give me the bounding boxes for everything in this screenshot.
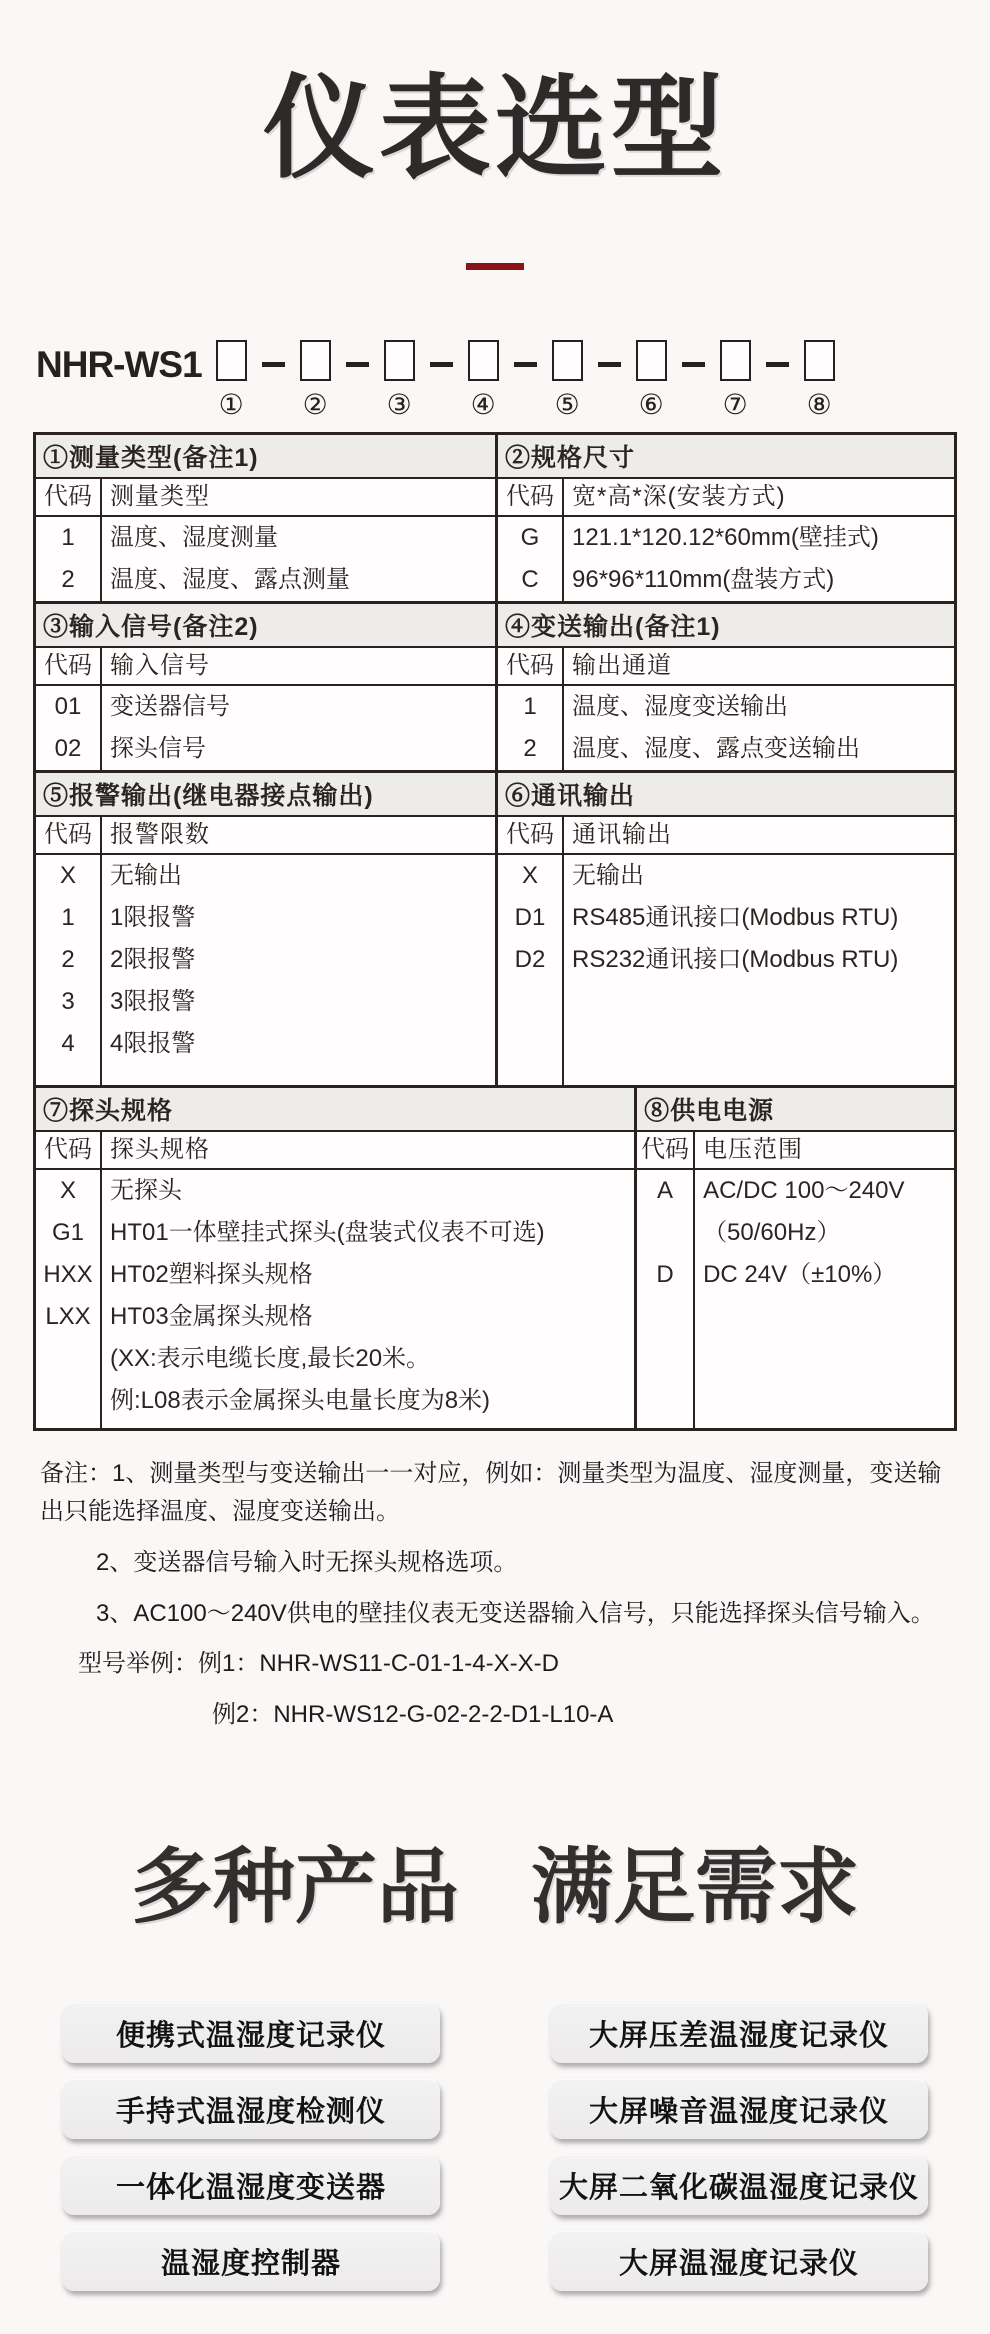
model-code-box	[636, 340, 667, 381]
product-button[interactable]: 温湿度控制器	[62, 2231, 440, 2291]
model-slot	[300, 340, 331, 420]
position-marker: ④	[470, 388, 496, 420]
section-input-signal	[36, 604, 495, 770]
model-slot	[804, 340, 835, 420]
column-header: 电压范围	[703, 1135, 804, 1163]
products-heading-left: 多种产品	[130, 1842, 459, 1934]
model-dash	[262, 362, 285, 367]
desc-column: 温度、湿度测量 温度、湿度、露点测量	[110, 523, 350, 593]
code-header: 代码	[36, 1132, 102, 1168]
model-slot	[468, 340, 499, 420]
code-column: X G1 HXX LXX	[36, 1170, 102, 1428]
model-dash	[682, 362, 705, 367]
section-title: ①测量类型(备注1)	[36, 435, 495, 479]
model-code-box	[468, 340, 499, 381]
model-code-box	[216, 340, 247, 381]
section-title: ④变送输出(备注1)	[498, 604, 954, 648]
model-dash	[346, 362, 369, 367]
code-column: 1 2	[36, 517, 102, 601]
notes-block	[34, 1455, 956, 1734]
model-example-2: 例2：NHR-WS12-G-02-2-2-D1-L10-A	[212, 1701, 614, 1729]
title-underline-dash	[466, 263, 524, 270]
products-heading	[0, 1822, 990, 1939]
model-slot	[216, 340, 247, 420]
product-button[interactable]: 大屏噪音温湿度记录仪	[550, 2079, 928, 2139]
code-column: X 1 2 3 4	[36, 855, 102, 1085]
product-grid	[62, 2003, 928, 2291]
table-row-sections-3-4	[36, 604, 954, 773]
section-size-spec	[495, 435, 954, 601]
position-marker: ②	[302, 388, 328, 420]
code-header: 代码	[498, 479, 564, 515]
code-header: 代码	[36, 648, 102, 684]
product-button[interactable]: 一体化温湿度变送器	[62, 2155, 440, 2215]
desc-column: 121.1*120.12*60mm(壁挂式) 96*96*110mm(盘装方式)	[572, 523, 879, 593]
column-header: 探头规格	[110, 1135, 210, 1163]
position-marker: ⑤	[554, 388, 580, 420]
desc-column: 变送器信号 探头信号	[110, 692, 230, 762]
note-3: 3、AC100～240V供电的壁挂仪表无变送器输入信号，只能选择探头信号输入。	[96, 1599, 935, 1627]
column-header: 输入信号	[110, 651, 210, 679]
model-code-box	[300, 340, 331, 381]
product-button[interactable]: 便携式温湿度记录仪	[62, 2003, 440, 2063]
product-button[interactable]: 大屏二氧化碳温湿度记录仪	[550, 2155, 928, 2215]
section-measure-type	[36, 435, 495, 601]
table-row-sections-7-8	[36, 1088, 954, 1428]
model-example-1: 型号举例：例1：NHR-WS11-C-01-1-4-X-X-D	[78, 1650, 559, 1678]
spec-table	[33, 432, 957, 1431]
model-dash	[766, 362, 789, 367]
model-dash	[514, 362, 537, 367]
position-marker: ⑧	[806, 388, 832, 420]
product-button[interactable]: 大屏温湿度记录仪	[550, 2231, 928, 2291]
section-alarm-output	[36, 773, 495, 1085]
code-header: 代码	[498, 648, 564, 684]
desc-column: 无输出 RS485通讯接口(Modbus RTU) RS232通讯接口(Modbus RTU)	[572, 861, 899, 973]
model-code-box	[804, 340, 835, 381]
section-title: ②规格尺寸	[498, 435, 954, 479]
column-header: 测量类型	[110, 482, 210, 510]
model-code-box	[384, 340, 415, 381]
column-header: 输出通道	[572, 651, 672, 679]
section-transmit-output	[495, 604, 954, 770]
column-header: 报警限数	[110, 820, 210, 848]
section-title: ⑧供电电源	[637, 1088, 954, 1132]
code-header: 代码	[36, 479, 102, 515]
code-header: 代码	[498, 817, 564, 853]
section-probe-spec	[36, 1088, 634, 1428]
note-1: 备注：1、测量类型与变送输出一一对应，例如：测量类型为温度、湿度测量，变送输出只能选择温度、湿度变送输出。	[40, 1459, 942, 1525]
desc-column: 无探头 HT01一体壁挂式探头(盘装式仪表不可选) HT02塑料探头规格 HT03金属探头规格 (XX:表示电缆长度,最长20米。 例:L08表示金属探头电量长度为8米)	[110, 1176, 545, 1414]
code-column: 1 2	[498, 686, 564, 770]
section-title: ⑤报警输出(继电器接点输出)	[36, 773, 495, 817]
code-column: X D1 D2	[498, 855, 564, 1085]
code-column: G C	[498, 517, 564, 601]
code-column: 01 02	[36, 686, 102, 770]
page-title: 仪表选型	[263, 66, 727, 191]
section-title: ⑥通讯输出	[498, 773, 954, 817]
model-dash	[598, 362, 621, 367]
position-marker: ①	[218, 388, 244, 420]
model-number-row	[0, 340, 990, 420]
product-button[interactable]: 手持式温湿度检测仪	[62, 2079, 440, 2139]
model-code-box	[552, 340, 583, 381]
desc-column: 无输出 1限报警 2限报警 3限报警 4限报警	[110, 861, 196, 1057]
column-header: 通讯输出	[572, 820, 672, 848]
section-title: ⑦探头规格	[36, 1088, 634, 1132]
code-header: 代码	[36, 817, 102, 853]
position-marker: ⑥	[638, 388, 664, 420]
code-column: A D	[637, 1170, 695, 1428]
model-code-box	[720, 340, 751, 381]
model-slot	[552, 340, 583, 420]
section-power-supply	[634, 1088, 954, 1428]
code-header: 代码	[637, 1132, 695, 1168]
desc-column: AC/DC 100～240V （50/60Hz） DC 24V（±10%）	[703, 1176, 905, 1288]
desc-column: 温度、湿度变送输出 温度、湿度、露点变送输出	[572, 692, 860, 762]
table-row-sections-1-2	[36, 435, 954, 604]
model-prefix: NHR-WS1	[36, 343, 202, 385]
model-dash	[430, 362, 453, 367]
product-button[interactable]: 大屏压差温湿度记录仪	[550, 2003, 928, 2063]
section-comm-output	[495, 773, 954, 1085]
table-row-sections-5-6	[36, 773, 954, 1088]
note-2: 2、变送器信号输入时无探头规格选项。	[96, 1548, 518, 1576]
section-title: ③输入信号(备注2)	[36, 604, 495, 648]
model-slot	[720, 340, 751, 420]
products-heading-right: 满足需求	[531, 1842, 860, 1934]
position-marker: ③	[386, 388, 412, 420]
column-header: 宽*高*深(安装方式)	[572, 482, 786, 510]
model-slot	[636, 340, 667, 420]
position-marker: ⑦	[722, 388, 748, 420]
model-slot	[384, 340, 415, 420]
